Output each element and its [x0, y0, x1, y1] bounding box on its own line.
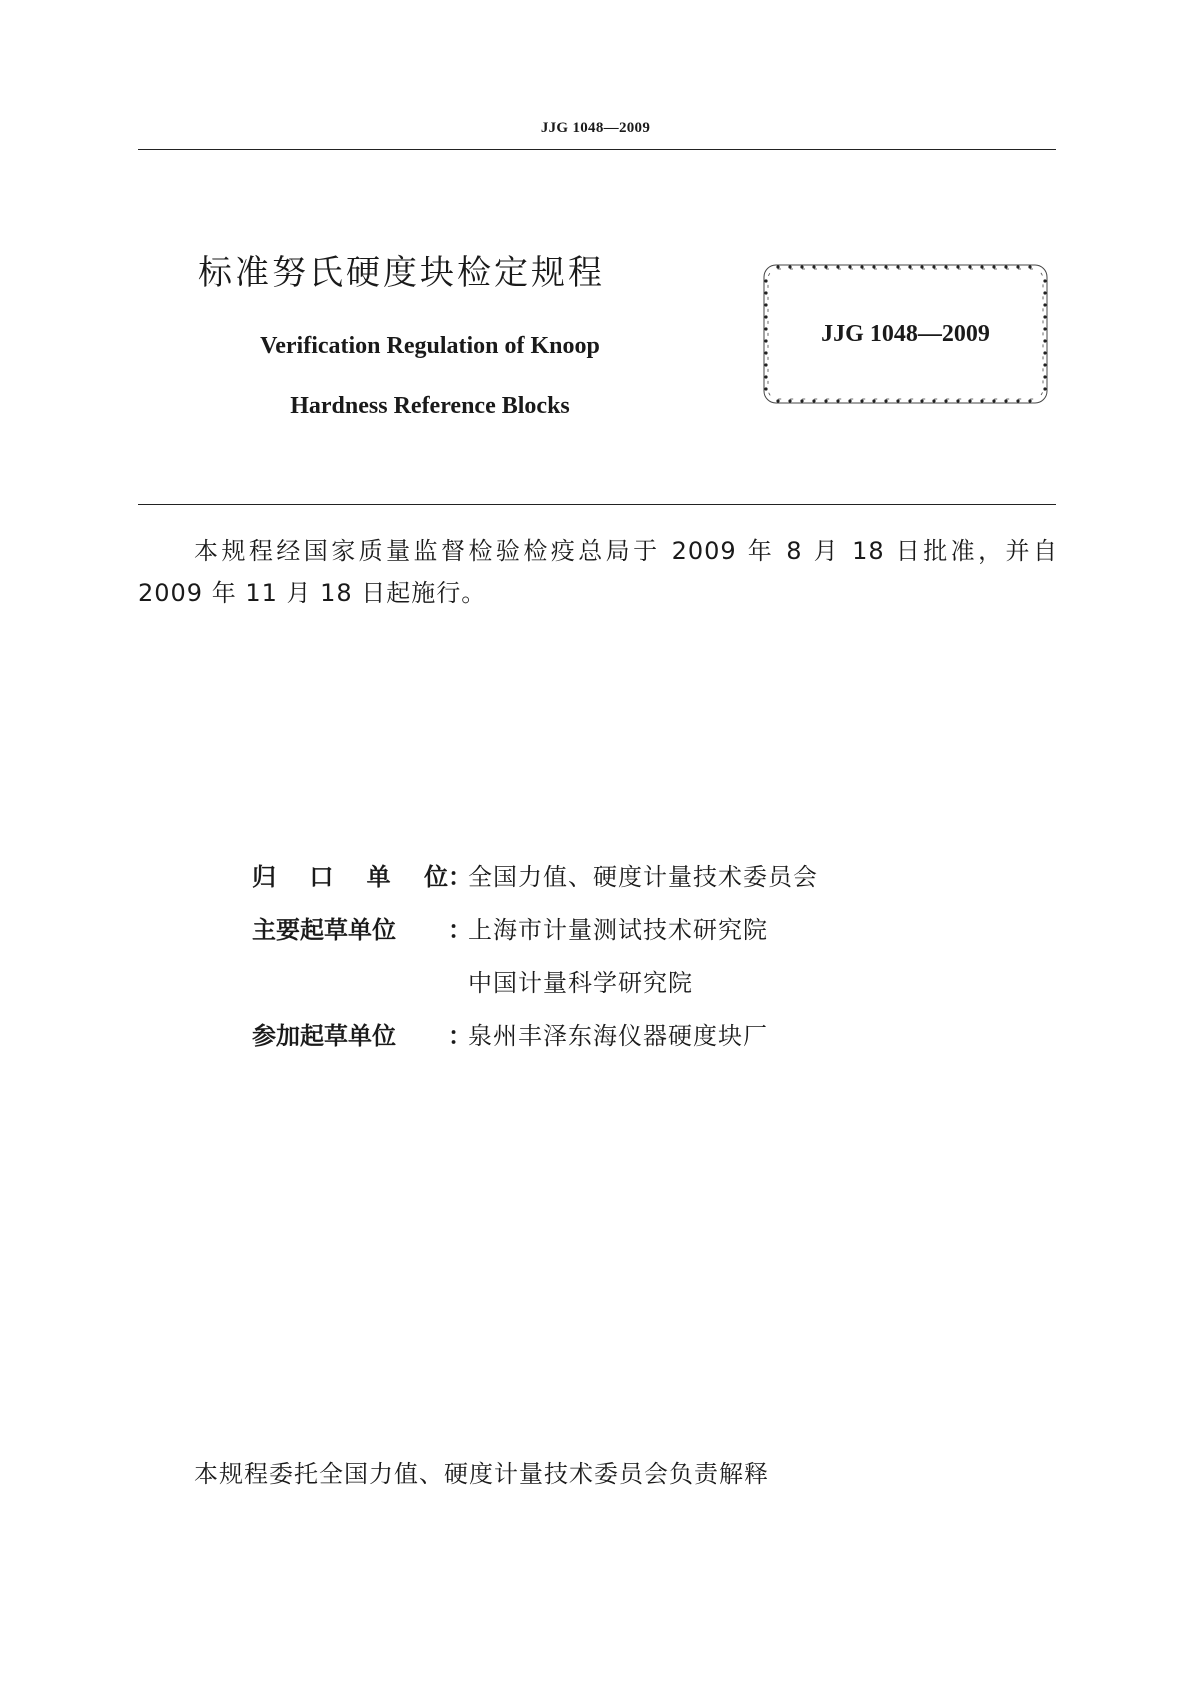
border-dot [1043, 279, 1046, 282]
border-dot [992, 265, 995, 268]
border-dot [800, 399, 803, 402]
section-rule [138, 504, 1056, 505]
label-colon: ： [448, 1022, 472, 1050]
main-drafter-label: 主要起草单位 [252, 916, 396, 944]
border-dot [1043, 303, 1046, 306]
border-dot [896, 265, 899, 268]
border-dot [932, 265, 935, 268]
border-dot [896, 399, 899, 402]
border-dot [872, 265, 875, 268]
border-dot [812, 265, 815, 268]
responsible-unit-row [252, 848, 818, 901]
border-dot [824, 399, 827, 402]
border-dot [1028, 265, 1031, 268]
border-dot [1043, 387, 1046, 390]
drafting-units-block [252, 848, 818, 1060]
border-dot [920, 399, 923, 402]
border-dot [872, 399, 875, 402]
border-dot [884, 265, 887, 268]
border-dot [764, 351, 767, 354]
border-dot [848, 265, 851, 268]
label-colon: ： [448, 863, 472, 891]
border-dot [824, 265, 827, 268]
participating-drafter-value: 泉州丰泽东海仪器硬度块厂 [468, 1022, 768, 1050]
approval-statement: 本规程经国家质量监督检验检疫总局于 2009 年 8 月 18 日批准，并自 2009 年 11 月 18 日起施行。 [138, 537, 1058, 607]
header-standard-code: JJG 1048—2009 [540, 120, 651, 136]
label-char: 口 [309, 863, 334, 891]
border-dot [800, 265, 803, 268]
border-dot [1004, 399, 1007, 402]
label-char: 单 [366, 863, 391, 891]
standard-code-label: JJG 1048—2009 [821, 321, 990, 347]
participating-drafter-row [252, 1007, 818, 1060]
border-dot [764, 375, 767, 378]
border-dot [788, 265, 791, 268]
label-colon: ： [448, 916, 472, 944]
border-dot [812, 399, 815, 402]
english-title-line-2: Hardness Reference Blocks [290, 393, 570, 419]
border-dot [1028, 399, 1031, 402]
label-char: 位 [423, 863, 448, 891]
border-dot [980, 399, 983, 402]
main-drafter-row [252, 901, 818, 954]
border-dot [884, 399, 887, 402]
border-dot [1004, 265, 1007, 268]
border-dot [776, 399, 779, 402]
standard-code-box [758, 259, 1053, 409]
border-dot [764, 291, 767, 294]
border-dot [956, 399, 959, 402]
border-dot [1043, 291, 1046, 294]
border-dot [836, 399, 839, 402]
main-drafter-value-1: 上海市计量测试技术研究院 [468, 916, 768, 944]
border-dot [788, 399, 791, 402]
border-dot [908, 265, 911, 268]
main-drafter-row-continued [252, 954, 818, 1007]
interpretation-note: 本规程委托全国力值、硬度计量技术委员会负责解释 [194, 1460, 769, 1488]
border-dot [944, 399, 947, 402]
border-dot [956, 265, 959, 268]
border-dot [860, 399, 863, 402]
english-title-line-1: Verification Regulation of Knoop [260, 333, 600, 359]
border-dot [920, 265, 923, 268]
border-dot [1016, 399, 1019, 402]
border-dot [1043, 363, 1046, 366]
participating-drafter-label: 参加起草单位 [252, 1022, 396, 1050]
border-dot [944, 265, 947, 268]
border-dot [764, 315, 767, 318]
header-rule [138, 149, 1056, 150]
border-dot [1016, 265, 1019, 268]
chinese-title: 标准努氏硬度块检定规程 [198, 253, 605, 293]
border-dot [992, 399, 995, 402]
border-dot [836, 265, 839, 268]
border-dot [764, 303, 767, 306]
responsible-unit-label [252, 857, 448, 892]
border-dot [968, 399, 971, 402]
border-dot [1043, 315, 1046, 318]
border-dot [908, 399, 911, 402]
border-dot [764, 363, 767, 366]
border-dot [968, 265, 971, 268]
border-dot [1043, 375, 1046, 378]
border-dot [860, 265, 863, 268]
border-dot [932, 399, 935, 402]
responsible-unit-value: 全国力值、硬度计量技术委员会 [468, 863, 818, 891]
label-char: 归 [252, 863, 276, 891]
main-drafter-value-2: 中国计量科学研究院 [468, 969, 693, 997]
border-dot [980, 265, 983, 268]
border-dot [764, 387, 767, 390]
border-dot [764, 279, 767, 282]
border-dot [776, 265, 779, 268]
border-dot [1043, 351, 1046, 354]
border-dot [848, 399, 851, 402]
